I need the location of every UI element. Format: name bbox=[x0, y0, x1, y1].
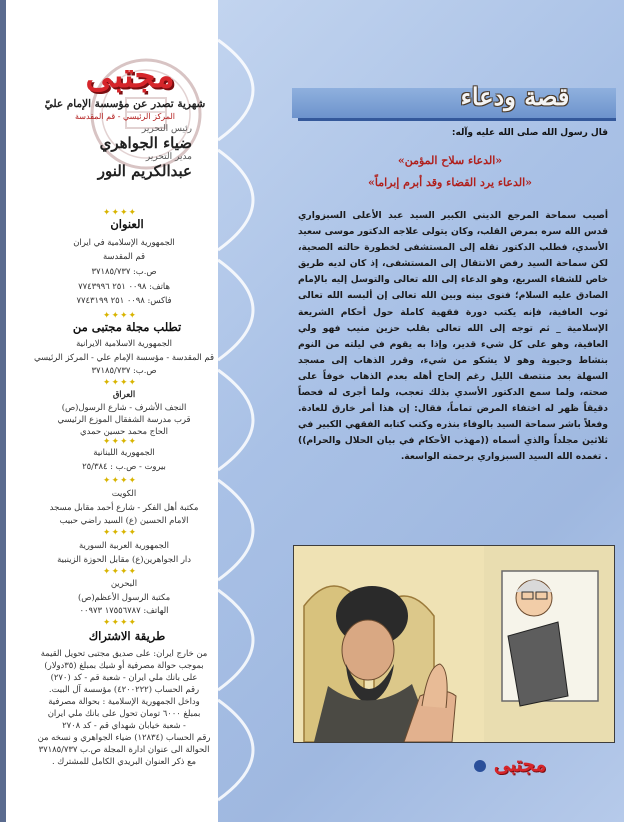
subscription-line: على بانك ملي ايران - شعبة قم - كد (٢٧٠) bbox=[50, 672, 198, 682]
bahrain-line: مكتبة الرسول الأعظم(ص) bbox=[77, 592, 171, 602]
magazine-subtitle-location: المركز الرئيسي - قم المقدسة bbox=[75, 112, 175, 121]
star-divider: ✦✦✦✦ bbox=[102, 476, 138, 486]
subscription-line: رقم الحساب (١٢٨٣٤) ضياء الجواهري و نسخه من bbox=[37, 732, 211, 742]
subscription-line: الحوالة الى عنوان ادارة المجلة ص.ب ٣٧١٨٥/٧٣٧ bbox=[38, 744, 210, 754]
magazine-subtitle: شهرية تصدر عن مؤسسة الإمام عليّ bbox=[44, 98, 206, 110]
story-illustration bbox=[293, 545, 615, 743]
lebanon-heading: الجمهورية اللبنانية bbox=[93, 447, 155, 457]
subscription-line: بمبلغ ٦٠٠٠ تومان تحول على بانك ملي ايران bbox=[47, 708, 201, 718]
address-phone bbox=[34, 281, 214, 291]
hadith-intro: قال رسول الله صلى الله عليه وآله: bbox=[451, 128, 608, 138]
fax-number: ٠٠٩٨ ٢٥١ ٧٧٤٣١٩٩ bbox=[76, 295, 145, 305]
subscription-line: بموجب حوالة مصرفية أو شيك بمبلغ (٣٥دولار) bbox=[44, 660, 204, 670]
address-line: الجمهورية الإسلامية في ايران bbox=[73, 237, 175, 247]
kuwait-heading: الكويت bbox=[111, 488, 137, 498]
hadith-quote: «الدعاء سلاح المؤمن» bbox=[397, 154, 503, 167]
phone-label: هاتف: bbox=[149, 281, 170, 291]
address-line: قم المقدسة bbox=[102, 251, 146, 261]
star-divider: ✦✦✦✦ bbox=[102, 378, 138, 388]
footer-logo: مجتبى bbox=[493, 752, 547, 776]
subscription-heading: طريقة الاشتراك bbox=[88, 629, 166, 643]
address-heading: العنوان bbox=[110, 217, 144, 231]
manager-name: عبدالكريم النور bbox=[97, 162, 192, 180]
kuwait-line: مكتبة أهل الفكر - شارع أحمد مقابل مسجد bbox=[49, 502, 199, 512]
footer-logo-mark-icon bbox=[474, 760, 486, 772]
syria-heading: الجمهورية العربية السورية bbox=[79, 540, 169, 550]
star-divider: ✦✦✦✦ bbox=[102, 528, 138, 538]
request-line: ص.ب: ٣٧١٨٥/٧٣٧ bbox=[91, 365, 157, 375]
star-divider: ✦✦✦✦ bbox=[102, 208, 138, 218]
managing-editor bbox=[98, 152, 192, 180]
kuwait-line: الامام الحسين (ع) السيد راضي حبيب bbox=[59, 515, 189, 525]
subscription-line: من خارج ايران: على صديق مجتبى تحويل القيمة bbox=[40, 648, 208, 658]
magazine-logo: مجتبى bbox=[85, 56, 175, 96]
star-divider: ✦✦✦✦ bbox=[102, 618, 138, 628]
story-title: قصة ودعاء bbox=[460, 82, 570, 111]
iraq-line: الحاج محمد حسين حمدي bbox=[80, 426, 168, 436]
star-divider: ✦✦✦✦ bbox=[102, 437, 138, 447]
subscription-line: مع ذكر العنوان البريدي الكامل للمشترك . bbox=[51, 756, 197, 766]
story-body: أصيب سماحة المرجع الديني الكبير السيد عبد الأعلى السبزواري قدس الله سره بمرض القلب، وكان يتولى علاجه الدكتور موسى سعيد الأسدي، فطلب الدكتور نقله إلى المستشفى لخطورة حالته الصحية، لكن سماحة السيد رفض الانتقال إلى المستشفى، إذ كان لديه طريق خاص للشفاء السريع، وهو الدعاء إلى الله تعالى والتوسل إليه بالإمام الصادق عليه السلام؛ فنوى بينه وبين الله تعالى إن ألبسه الله تعالى ثوب العافية، فإنه يكتب دورة فقهية كاملة حول أحكام الشريعة الإسلامية _ ثم توجه إلى الله تعالى بقلب حزين منيب فهو ولي العافية، وهو على كل شيء قدير، وإذا به يقوم في ليلته من النوم بنشاط وحيوية وهو لا يشكو من شيء، وقرر الذهاب إلى مسجد السهلة بعد منتصف الليل رغم إلحاح أهله بعدم الذهاب خوفاً على صحته، ولما سمع الدكتور الأسدي بذلك تعجب، ولما أجرى له فحصاً دقيقاً ظهر له اختفاء المرض تماماً، فقال: إن هذا أمر خارق للعادة. وفعلاً باشر سماحة السيد بالوفاء بنذره وكتب كتابه الفقهي الكبير في ثلاثين مجلداً والذي أسماه ((مهذب الأحكام في بيان الحلال والحرام)) . تغمده الله السيد السبزواري برحمته الواسعة. bbox=[298, 210, 608, 463]
request-line: الجمهورية الاسلامية الايرانية bbox=[76, 338, 172, 348]
syria-line: دار الجواهرين(ع) مقابل الحوزة الزينبية bbox=[57, 554, 191, 564]
phone-number: ٠٠٩٨ ٢٥١ ٧٧٤٣٩٩٦ bbox=[78, 281, 147, 291]
request-line: قم المقدسة - مؤسسة الإمام علي - المركز الرئيسي bbox=[33, 352, 214, 362]
title-underline bbox=[298, 118, 616, 121]
editor-in-chief bbox=[100, 124, 192, 152]
fax-label: فاكس: bbox=[147, 295, 172, 305]
editor-role: رئيس التحرير bbox=[141, 124, 192, 134]
address-pobox: ص.ب: ٣٧١٨٥/٧٣٧ bbox=[91, 266, 157, 276]
hadith-quote: «الدعاء يرد القضاء وقد أبرم إبراماً» bbox=[367, 176, 533, 189]
iraq-line: قرب مدرسة الشفقال الموزع الرئيسي bbox=[57, 414, 191, 424]
column-stripe bbox=[0, 0, 6, 822]
iraq-heading: العراق bbox=[112, 389, 136, 399]
manager-role: مدير التحرير bbox=[145, 152, 192, 162]
lebanon-line: بيروت - ص.ب : ٢٥/٣٨٤ bbox=[82, 461, 166, 471]
spiral-binding-decoration bbox=[218, 0, 298, 822]
subscription-line: - شعبة خيابان شهداي قم - كد ٢٧٠٨ bbox=[62, 720, 186, 730]
request-heading: تطلب مجلة مجتبى من bbox=[72, 320, 182, 334]
star-divider: ✦✦✦✦ bbox=[102, 311, 138, 321]
address-fax bbox=[34, 295, 214, 305]
subscription-line: وداخل الجمهورية الإسلامية : بحوالة مصرفية bbox=[48, 696, 200, 706]
subscription-line: رقم الحساب (٤٢٠٠٢٢٢) مؤسسة آل البيت. bbox=[48, 684, 200, 694]
bahrain-heading: البحرين bbox=[110, 578, 138, 588]
editor-name: ضياء الجواهري bbox=[99, 134, 192, 152]
star-divider: ✦✦✦✦ bbox=[102, 567, 138, 577]
iraq-line: النجف الأشرف - شارع الرسول(ص) bbox=[61, 402, 187, 412]
bahrain-line: الهاتف: ١٧٥٥٦٧٨٧ ٠٠٩٧٣ bbox=[79, 605, 169, 615]
masthead-column bbox=[0, 0, 218, 822]
